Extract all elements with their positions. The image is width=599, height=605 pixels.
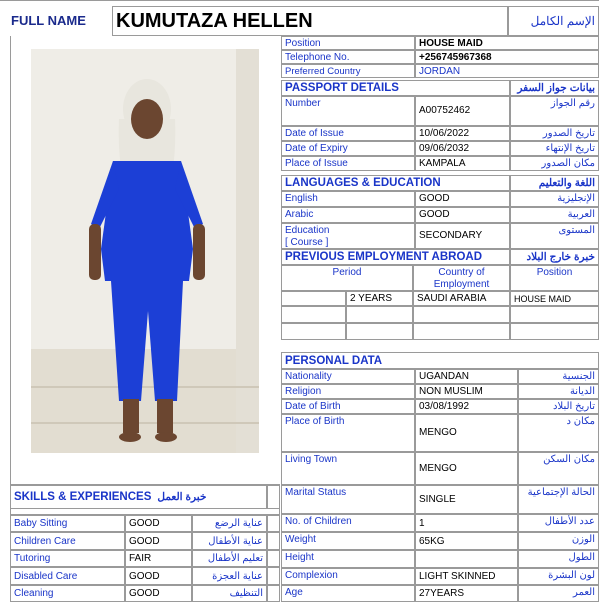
country-label-text: Preferred Country <box>285 66 361 77</box>
dob-label <box>281 399 415 414</box>
skill-3-name-text: Tutoring <box>14 553 51 564</box>
skill-4-level-text: GOOD <box>129 571 160 582</box>
english-ar <box>510 191 599 207</box>
skill-2-name <box>10 532 125 550</box>
position-value <box>415 36 599 50</box>
marital-value-text: SINGLE <box>419 493 456 505</box>
pob-value-text: MENGO <box>419 427 457 438</box>
skill-3-level-text: FAIR <box>129 553 152 564</box>
place-of-issue-value <box>415 156 510 171</box>
pob-label <box>281 414 415 452</box>
education-label-text: Education <box>285 225 330 236</box>
children-ar <box>518 514 599 532</box>
nationality-label-text: Nationality <box>285 371 332 382</box>
place-of-issue-ar <box>510 156 599 171</box>
education-label <box>281 223 415 249</box>
col-country-text: Country of <box>438 267 485 278</box>
col-country-text-2: Employment <box>433 279 490 290</box>
skill-3-name <box>10 550 125 567</box>
skills-header-spacer <box>267 485 280 509</box>
nationality-value <box>415 369 518 384</box>
skill-3-name-ar <box>192 550 267 567</box>
emp-row-1-country-text: SAUDI ARABIA <box>417 293 487 304</box>
complexion-ar-text: لون البشرة <box>548 570 595 581</box>
age-value-text: 27YEARS <box>419 588 465 599</box>
skill-4-name <box>10 567 125 585</box>
complexion-label-text: Complexion <box>285 570 338 581</box>
complexion-value <box>415 568 518 585</box>
skill-4-name-text: Disabled Care <box>14 571 78 582</box>
country-value <box>415 64 599 78</box>
education-value <box>415 223 510 249</box>
weight-ar-text: الوزن <box>571 534 595 545</box>
position-label <box>281 36 415 50</box>
emp-row-1-blank <box>281 291 346 306</box>
arabic-label <box>281 207 415 223</box>
issue-date-ar-text: تاريخ الصدور <box>542 128 595 139</box>
expiry-date-ar-text: تاريخ الإنتهاء <box>545 143 595 154</box>
full-name-label <box>8 6 112 36</box>
dob-ar-text: تاريخ البلاد <box>553 401 595 412</box>
issue-date-text: 10/06/2022 <box>419 128 470 139</box>
weight-label <box>281 532 415 550</box>
skill-1-name-text: Baby Sitting <box>14 518 68 529</box>
english-ar-text: الإنجليزية <box>557 193 595 204</box>
skill-2-name-ar-text: عناية الأطفال <box>208 536 263 547</box>
children-label <box>281 514 415 532</box>
expiry-date-ar <box>510 141 599 156</box>
position-label-text: Position <box>285 38 321 49</box>
skill-4-level <box>125 567 192 585</box>
religion-ar <box>518 384 599 399</box>
phone-label-text: Telephone No. <box>285 52 350 63</box>
emp-row-1-country <box>413 291 510 306</box>
skill-1-name-ar <box>192 515 267 532</box>
phone-value-text: +256745967368 <box>419 52 492 63</box>
living-label <box>281 452 415 485</box>
full-name-label-text: FULL NAME <box>11 13 86 28</box>
pob-label-text: Place of Birth <box>285 416 345 427</box>
skill-4-spacer <box>267 567 280 585</box>
age-ar <box>518 585 599 602</box>
dob-ar <box>518 399 599 414</box>
education-course-text: [ Course ] <box>285 237 329 248</box>
col-period <box>281 265 413 291</box>
issue-date-label <box>281 126 415 141</box>
arabic-value <box>415 207 510 223</box>
issue-date-value <box>415 126 510 141</box>
passport-number-value <box>415 96 510 126</box>
weight-label-text: Weight <box>285 534 316 545</box>
expiry-date-value <box>415 141 510 156</box>
emp-row-1-position-text: HOUSE MAID <box>514 294 572 304</box>
country-value-text: JORDAN <box>419 66 461 77</box>
skill-3-spacer <box>267 550 280 567</box>
phone-value <box>415 50 599 64</box>
place-of-issue-label <box>281 156 415 171</box>
arabic-value-text: GOOD <box>419 209 450 220</box>
skill-5-level <box>125 585 192 602</box>
age-label <box>281 585 415 602</box>
pob-ar <box>518 414 599 452</box>
expiry-date-label <box>281 141 415 156</box>
english-value <box>415 191 510 207</box>
skill-2-level-text: GOOD <box>129 536 160 547</box>
passport-number-ar-text: رقم الجواز <box>550 98 595 109</box>
height-value <box>415 550 518 568</box>
arabic-ar <box>510 207 599 223</box>
pob-value <box>415 414 518 452</box>
languages-title-ar: اللغة والتعليم <box>538 177 595 189</box>
top-border <box>0 0 599 4</box>
nationality-value-text: UGANDAN <box>419 371 470 382</box>
nationality-label <box>281 369 415 384</box>
religion-value <box>415 384 518 399</box>
skill-3-level <box>125 550 192 567</box>
skill-1-spacer <box>267 515 280 532</box>
english-value-text: GOOD <box>419 193 450 204</box>
dob-value <box>415 399 518 414</box>
skill-2-spacer <box>267 532 280 550</box>
religion-label <box>281 384 415 399</box>
col-country <box>413 265 510 291</box>
emp-row-2-b <box>346 306 413 323</box>
children-ar-text: عدد الأطفال <box>544 516 595 527</box>
personal-header <box>281 352 599 369</box>
skill-2-level <box>125 532 192 550</box>
children-label-text: No. of Children <box>285 516 352 527</box>
complexion-label <box>281 568 415 585</box>
nationality-ar-text: الجنسية <box>562 371 595 382</box>
education-ar-text: المستوى <box>558 225 595 236</box>
passport-number-label-text: Number <box>285 98 321 109</box>
living-ar <box>518 452 599 485</box>
living-label-text: Living Town <box>285 454 338 465</box>
skill-2-name-ar <box>192 532 267 550</box>
employment-header-ar <box>510 249 599 265</box>
employment-title-ar: خبرة خارج البلاد <box>526 251 595 263</box>
living-ar-text: مكان السكن <box>543 454 595 465</box>
full-name-ar-box <box>508 6 599 36</box>
arabic-ar-text: العربية <box>567 209 595 220</box>
living-value-text: MENGO <box>419 462 457 474</box>
emp-row-3-c <box>413 323 510 340</box>
country-label <box>281 64 415 78</box>
languages-title: LANGUAGES & EDUCATION <box>285 177 441 189</box>
skill-2-name-text: Children Care <box>14 536 76 547</box>
complexion-value-text: LIGHT SKINNED <box>419 571 496 582</box>
skill-1-level <box>125 515 192 532</box>
age-value <box>415 585 518 602</box>
arabic-label-text: Arabic <box>285 209 314 220</box>
col-position-text: Position <box>536 267 573 278</box>
religion-value-text: NON MUSLIM <box>419 386 483 397</box>
col-position <box>510 265 599 291</box>
emp-row-2-d <box>510 306 599 323</box>
skill-5-name-ar-text: التنظيف <box>229 588 263 599</box>
passport-title: PASSPORT DETAILS <box>285 82 399 94</box>
skill-1-name-ar-text: عناية الرضع <box>214 518 263 529</box>
passport-number-text: A00752462 <box>419 105 471 116</box>
expiry-date-label-text: Date of Expiry <box>285 143 348 154</box>
emp-row-3-a <box>281 323 346 340</box>
phone-label <box>281 50 415 64</box>
age-label-text: Age <box>285 587 303 598</box>
full-name-ar: الإسم الكامل <box>530 14 595 28</box>
dob-value-text: 03/08/1992 <box>419 401 470 412</box>
col-period-text: Period <box>332 267 362 278</box>
skill-5-level-text: GOOD <box>129 588 160 599</box>
height-label-text: Height <box>285 552 314 563</box>
emp-row-3-d <box>510 323 599 340</box>
skills-header <box>10 485 267 509</box>
skill-4-name-ar <box>192 567 267 585</box>
full-name-value: KUMUTAZA HELLEN <box>116 10 313 32</box>
age-ar-text: العمر <box>573 587 595 598</box>
height-ar <box>518 550 599 568</box>
employment-header <box>281 249 510 265</box>
marital-label <box>281 485 415 514</box>
pob-ar-text: مكان د <box>566 416 595 427</box>
weight-value <box>415 532 518 550</box>
education-value-text: SECONDARY <box>419 230 483 241</box>
english-label-text: English <box>285 193 318 204</box>
skill-4-name-ar-text: عناية العجزة <box>212 571 263 582</box>
weight-value-text: 65KG <box>419 536 445 547</box>
emp-row-2-c <box>413 306 510 323</box>
living-value <box>415 452 518 485</box>
skill-1-name <box>10 515 125 532</box>
skills-title-ar: خبرة العمل <box>157 491 207 503</box>
skill-1-level-text: GOOD <box>129 518 160 529</box>
full-name-box <box>112 6 508 36</box>
emp-row-1-period-text: 2 YEARS <box>350 293 393 304</box>
issue-date-ar <box>510 126 599 141</box>
place-of-issue-ar-text: مكان الصدور <box>541 158 595 169</box>
position-value-text: HOUSE MAID <box>419 38 483 49</box>
emp-row-1-position <box>510 291 599 306</box>
candidate-photo <box>31 49 259 453</box>
marital-ar <box>518 485 599 514</box>
skill-5-spacer <box>267 585 280 602</box>
languages-header <box>281 175 510 191</box>
children-value <box>415 514 518 532</box>
education-ar <box>510 223 599 249</box>
emp-row-1-period <box>346 291 413 306</box>
issue-date-label-text: Date of Issue <box>285 128 344 139</box>
passport-number-label <box>281 96 415 126</box>
passport-title-ar: بيانات جواز السفر <box>517 82 595 94</box>
height-ar-text: الطول <box>568 552 595 563</box>
passport-number-ar <box>510 96 599 126</box>
marital-label-text: Marital Status <box>285 487 347 498</box>
skill-5-name-text: Cleaning <box>14 588 54 599</box>
skill-5-name-ar <box>192 585 267 602</box>
languages-header-ar <box>510 175 599 191</box>
emp-row-3-b <box>346 323 413 340</box>
religion-ar-text: الديانة <box>569 386 595 397</box>
emp-row-2-a <box>281 306 346 323</box>
expiry-date-text: 09/06/2032 <box>419 143 470 154</box>
religion-label-text: Religion <box>285 386 322 397</box>
weight-ar <box>518 532 599 550</box>
personal-title: PERSONAL DATA <box>285 354 383 367</box>
place-of-issue-label-text: Place of Issue <box>285 158 348 169</box>
marital-ar-text: الحالة الإجتماعية <box>527 487 595 498</box>
skill-5-name <box>10 585 125 602</box>
employment-title: PREVIOUS EMPLOYMENT ABROAD <box>285 251 483 263</box>
passport-header-ar <box>510 80 599 96</box>
height-label <box>281 550 415 568</box>
dob-label-text: Date of Birth <box>285 401 341 412</box>
marital-value <box>415 485 518 514</box>
complexion-ar <box>518 568 599 585</box>
children-value-text: 1 <box>419 518 425 529</box>
english-label <box>281 191 415 207</box>
skill-3-name-ar-text: تعليم الأطفال <box>207 553 263 564</box>
nationality-ar <box>518 369 599 384</box>
place-of-issue-text: KAMPALA <box>419 158 466 169</box>
passport-header <box>281 80 510 96</box>
skills-title: SKILLS & EXPERIENCES <box>14 491 152 503</box>
